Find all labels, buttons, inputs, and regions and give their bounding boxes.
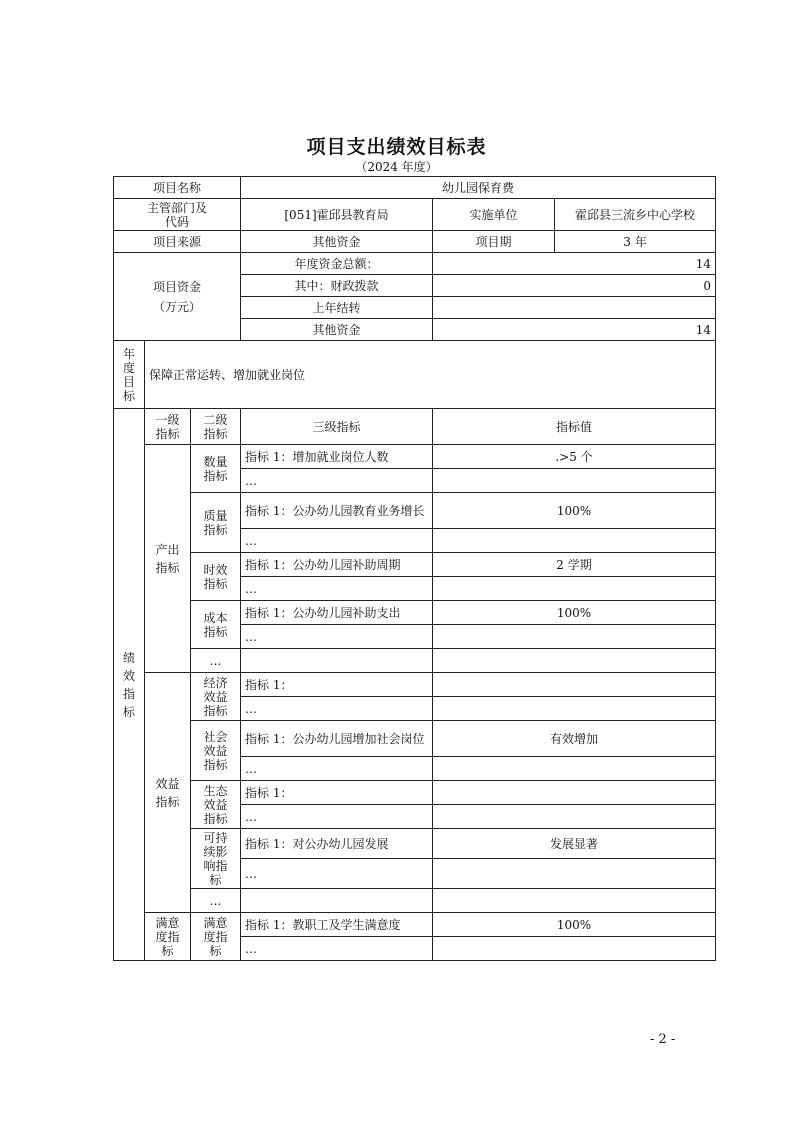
annual-goal-text: 保障正常运转、增加就业岗位 (145, 341, 716, 409)
social-value: 有效增加 (433, 721, 716, 757)
header-value: 指标值 (433, 409, 716, 445)
benefit-label: 效益指标 (145, 673, 191, 913)
empty-value (433, 757, 716, 781)
satisfaction-label: 满意度指标 (145, 913, 191, 961)
performance-table (113, 176, 716, 961)
satisfaction-ellipsis: … (241, 937, 433, 961)
source-value: 其他资金 (241, 231, 433, 253)
quality-item: 指标 1：公办幼儿园教育业务增长 (241, 493, 433, 529)
economic-item: 指标 1： (241, 673, 433, 697)
eco-value (433, 781, 716, 805)
cost-item: 指标 1：公办幼儿园补助支出 (241, 601, 433, 625)
period-label: 项目期 (433, 231, 555, 253)
empty-value (433, 937, 716, 961)
funds-fiscal-label: 其中：财政拨款 (241, 275, 433, 297)
sustain-item: 指标 1：对公办幼儿园发展 (241, 829, 433, 859)
header-level2: 二级指标 (191, 409, 241, 445)
eco-label: 生态效益指标 (191, 781, 241, 829)
empty-item (241, 649, 433, 673)
impl-label: 实施单位 (433, 199, 555, 231)
satisfaction-sub-label: 满意度指标 (191, 913, 241, 961)
time-value: 2 学期 (433, 553, 716, 577)
funds-carry-label: 上年结转 (241, 297, 433, 319)
dept-value: [051]霍邱县教育局 (241, 199, 433, 231)
empty-value (433, 625, 716, 649)
empty-item (241, 889, 433, 913)
social-label: 社会效益指标 (191, 721, 241, 781)
quantity-label: 数量指标 (191, 445, 241, 493)
time-ellipsis: … (241, 577, 433, 601)
funds-fiscal-value: 0 (433, 275, 716, 297)
economic-value (433, 673, 716, 697)
funds-label: 项目资金（万元） (114, 253, 241, 341)
funds-carry-value (433, 297, 716, 319)
economic-ellipsis: … (241, 697, 433, 721)
page-number: - 2 - (650, 1032, 676, 1047)
cost-ellipsis: … (241, 625, 433, 649)
project-name: 幼儿园保育费 (241, 177, 716, 199)
sustain-value: 发展显著 (433, 829, 716, 859)
project-name-label: 项目名称 (114, 177, 241, 199)
empty-value (433, 529, 716, 553)
sustain-label: 可持续影响指标 (191, 829, 241, 889)
empty-value (433, 469, 716, 493)
quality-ellipsis: … (241, 529, 433, 553)
social-ellipsis: … (241, 757, 433, 781)
satisfaction-item: 指标 1：教职工及学生满意度 (241, 913, 433, 937)
performance-label: 绩效指标 (114, 409, 145, 961)
output-label: 产出指标 (145, 445, 191, 673)
benefit-more-ellipsis: … (191, 889, 241, 913)
empty-value (433, 577, 716, 601)
economic-label: 经济效益指标 (191, 673, 241, 721)
empty-value (433, 805, 716, 829)
empty-value (433, 649, 716, 673)
annual-goal-label: 年度目标 (114, 341, 145, 409)
document-title: 项目支出绩效目标表 (306, 136, 487, 158)
dept-label: 主管部门及代码 (114, 199, 241, 231)
output-more-ellipsis: … (191, 649, 241, 673)
document-year: （2024 年度） (355, 160, 438, 174)
header-level3: 三级指标 (241, 409, 433, 445)
quantity-ellipsis: … (241, 469, 433, 493)
sustain-ellipsis: … (241, 859, 433, 889)
empty-value (433, 697, 716, 721)
quantity-value: .>5 个 (433, 445, 716, 469)
satisfaction-value: 100% (433, 913, 716, 937)
eco-ellipsis: … (241, 805, 433, 829)
funds-total-value: 14 (433, 253, 716, 275)
time-label: 时效指标 (191, 553, 241, 601)
header-level1: 一级指标 (145, 409, 191, 445)
empty-value (433, 889, 716, 913)
eco-item: 指标 1： (241, 781, 433, 805)
quality-value: 100% (433, 493, 716, 529)
funds-total-label: 年度资金总额： (241, 253, 433, 275)
period-value: 3 年 (555, 231, 716, 253)
time-item: 指标 1：公办幼儿园补助周期 (241, 553, 433, 577)
cost-label: 成本指标 (191, 601, 241, 649)
social-item: 指标 1：公办幼儿园增加社会岗位 (241, 721, 433, 757)
empty-value (433, 859, 716, 889)
funds-other-label: 其他资金 (241, 319, 433, 341)
quality-label: 质量指标 (191, 493, 241, 553)
cost-value: 100% (433, 601, 716, 625)
funds-other-value: 14 (433, 319, 716, 341)
impl-value: 霍邱县三流乡中心学校 (555, 199, 716, 231)
quantity-item: 指标 1：增加就业岗位人数 (241, 445, 433, 469)
source-label: 项目来源 (114, 231, 241, 253)
